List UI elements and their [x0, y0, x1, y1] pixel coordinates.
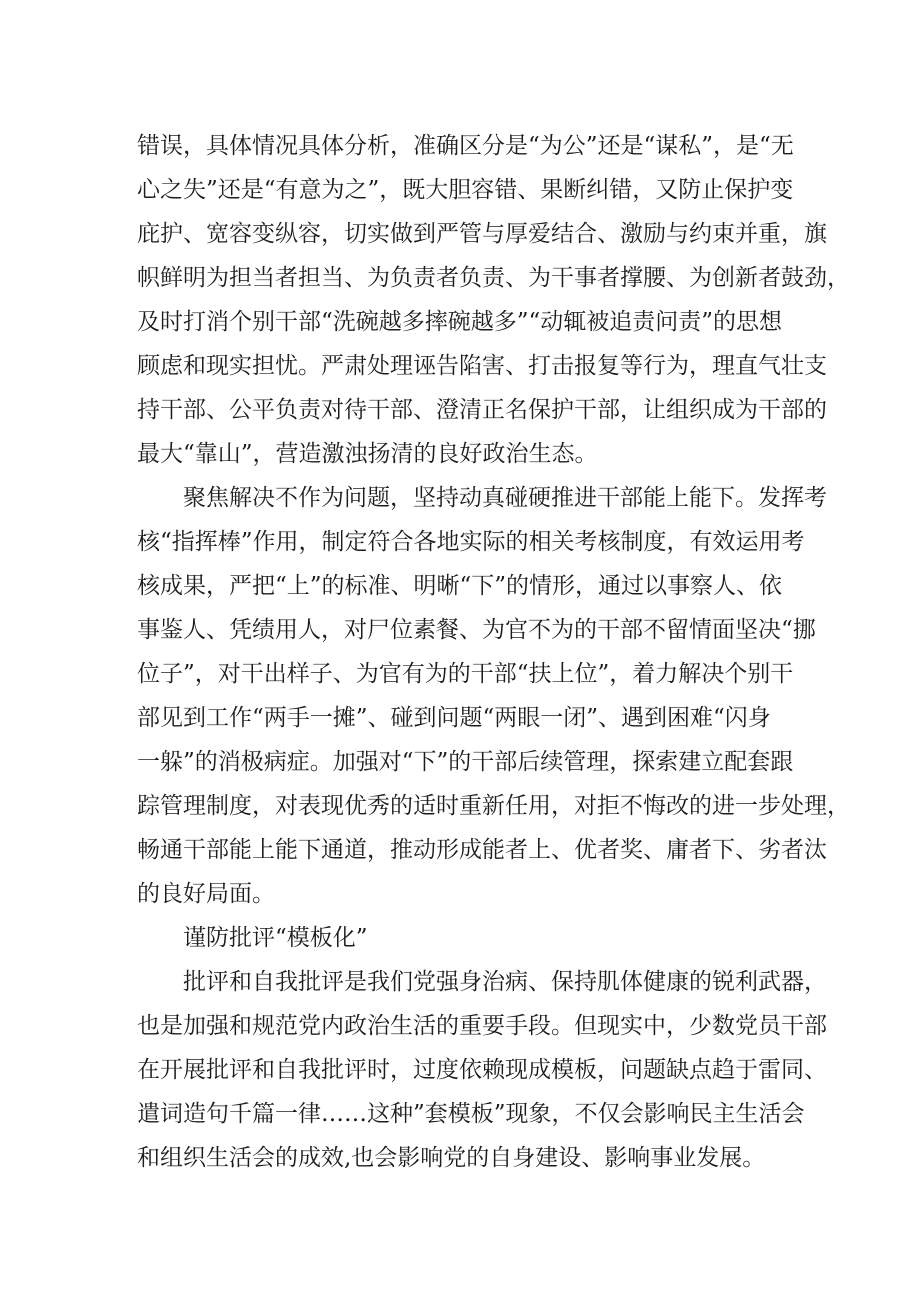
paragraph-line: 持干部、公平负责对待干部、澄清正名保护干部，让组织成为干部的 [137, 397, 827, 423]
paragraph-line: 位子”，对干出样子、为官有为的干部“扶上位”，着力解决个别干 [137, 661, 794, 687]
paragraph-line: 庇护、宽容变纵容，切实做到严管与厚爱结合、激励与约束并重，旗 [137, 221, 827, 247]
paragraph-line: 在开展批评和自我批评时，过度依赖现成模板，问题缺点趋于雷同、 [137, 1057, 827, 1083]
paragraph-line: 畅通干部能上能下通道，推动形成能者上、优者奖、庸者下、劣者汰 [137, 837, 827, 863]
paragraph-line: 及时打消个别干部“洗碗越多摔碗越多”“动辄被追责问责”的思想 [137, 309, 783, 335]
paragraph-line: 和组织生活会的成效,也会影响党的自身建设、影响事业发展。 [137, 1145, 766, 1171]
paragraph-line: 踪管理制度，对表现优秀的适时重新任用，对拒不悔改的进一步处理， [137, 793, 850, 819]
paragraph-line: 的良好局面。 [137, 881, 275, 907]
paragraph-line: 聚焦解决不作为问题，坚持动真碰硬推进干部能上能下。发挥考 [183, 485, 827, 511]
paragraph-cadre-promotion [137, 476, 850, 916]
paragraph-criticism-templates [137, 960, 827, 1180]
paragraph-line: 顾虑和现实担忧。严肃处理诬告陷害、打击报复等行为，理直气壮支 [137, 353, 827, 379]
document-body [137, 124, 850, 1180]
paragraph-line: 核成果，严把“上”的标准、明晰“下”的情形，通过以事察人、依 [137, 573, 783, 599]
paragraph-line: 也是加强和规范党内政治生活的重要手段。但现实中，少数党员干部 [137, 1013, 827, 1039]
section-heading [137, 916, 797, 960]
paragraph-line: 一躲”的消极病症。加强对“下”的干部后续管理，探索建立配套跟 [137, 749, 794, 775]
paragraph-line: 心之失”还是“有意为之”，既大胆容错、果断纠错，又防止保护变 [137, 177, 794, 203]
paragraph-line: 部见到工作“两手一摊”、碰到问题“两眼一闭”、遇到困难“闪身 [137, 705, 771, 731]
paragraph-line: 批评和自我批评是我们党强身治病、保持肌体健康的锐利武器， [183, 969, 827, 995]
paragraph-line: 事鉴人、凭绩用人，对尸位素餐、为官不为的干部不留情面坚决“挪 [137, 617, 816, 643]
paragraph-line: 最大“靠山”，营造激浊扬清的良好政治生态。 [137, 441, 598, 467]
paragraph-line: 核“指挥棒”作用，制定符合各地实际的相关考核制度，有效运用考 [137, 529, 805, 555]
paragraph-line: 错误，具体情况具体分析，准确区分是“为公”还是“谋私”，是“无 [137, 133, 794, 159]
paragraph-continuation [137, 124, 850, 476]
paragraph-line: 帜鲜明为担当者担当、为负责者负责、为干事者撑腰、为创新者鼓劲， [137, 265, 850, 291]
paragraph-line: 遣词造句千篇一律……这种”套模板”现象，不仅会影响民主生活会 [137, 1101, 805, 1127]
heading-line: 谨防批评“模板化” [183, 925, 368, 951]
